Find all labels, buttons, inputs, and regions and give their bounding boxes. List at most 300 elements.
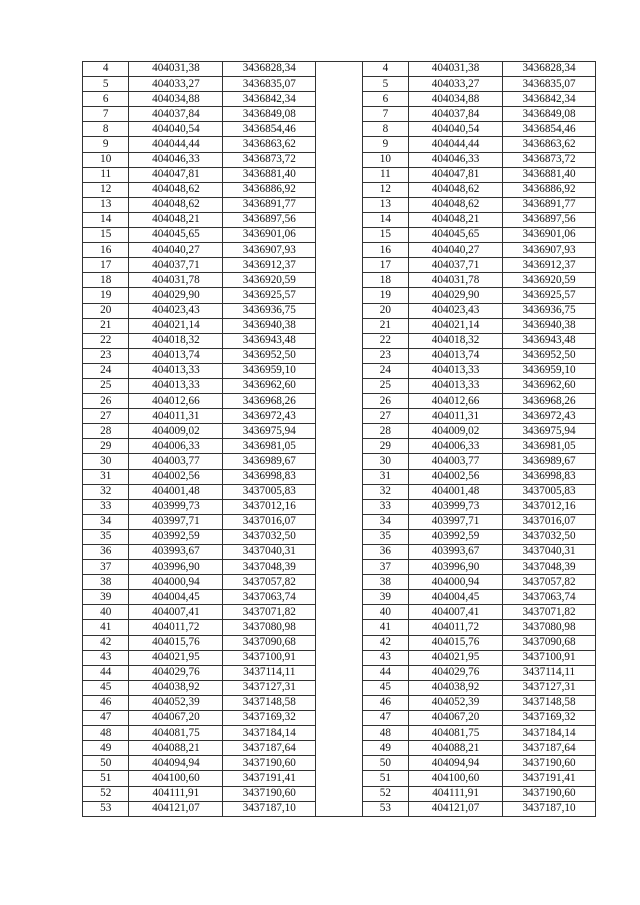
right-y-coordinate-cell: 3437148,58 bbox=[503, 695, 596, 710]
column-gap-cell bbox=[316, 499, 362, 514]
right-x-coordinate-cell: 403992,59 bbox=[409, 529, 503, 544]
right-x-coordinate-cell: 404003,77 bbox=[409, 454, 503, 469]
right-point-number-cell: 7 bbox=[362, 107, 408, 122]
table-row bbox=[83, 741, 596, 756]
right-y-coordinate-cell: 3437187,64 bbox=[503, 741, 596, 756]
left-x-coordinate-cell: 404015,76 bbox=[129, 635, 223, 650]
right-x-coordinate-cell: 404013,33 bbox=[409, 363, 503, 378]
left-x-coordinate-cell: 404011,72 bbox=[129, 620, 223, 635]
left-point-number-cell: 39 bbox=[83, 590, 129, 605]
right-x-coordinate-cell: 404038,92 bbox=[409, 680, 503, 695]
right-y-coordinate-cell: 3436863,62 bbox=[503, 137, 596, 152]
right-y-coordinate-cell: 3437071,82 bbox=[503, 605, 596, 620]
left-y-coordinate-cell: 3436912,37 bbox=[223, 258, 316, 273]
left-x-coordinate-cell: 404037,84 bbox=[129, 107, 223, 122]
column-gap-cell bbox=[316, 590, 362, 605]
right-y-coordinate-cell: 3436873,72 bbox=[503, 152, 596, 167]
left-y-coordinate-cell: 3437048,39 bbox=[223, 560, 316, 575]
left-point-number-cell: 51 bbox=[83, 771, 129, 786]
table-row bbox=[83, 318, 596, 333]
table-row bbox=[83, 424, 596, 439]
left-x-coordinate-cell: 404048,21 bbox=[129, 212, 223, 227]
table-row bbox=[83, 680, 596, 695]
right-x-coordinate-cell: 404013,74 bbox=[409, 348, 503, 363]
table-row bbox=[83, 469, 596, 484]
right-x-coordinate-cell: 404100,60 bbox=[409, 771, 503, 786]
table-row bbox=[83, 167, 596, 182]
right-x-coordinate-cell: 404011,72 bbox=[409, 620, 503, 635]
left-point-number-cell: 15 bbox=[83, 228, 129, 243]
left-point-number-cell: 49 bbox=[83, 741, 129, 756]
right-point-number-cell: 25 bbox=[362, 378, 408, 393]
right-x-coordinate-cell: 404029,90 bbox=[409, 288, 503, 303]
right-point-number-cell: 37 bbox=[362, 560, 408, 575]
left-y-coordinate-cell: 3436873,72 bbox=[223, 152, 316, 167]
right-point-number-cell: 52 bbox=[362, 786, 408, 801]
column-gap-cell bbox=[316, 469, 362, 484]
table-row bbox=[83, 801, 596, 816]
right-point-number-cell: 23 bbox=[362, 348, 408, 363]
right-y-coordinate-cell: 3436940,38 bbox=[503, 318, 596, 333]
table-row bbox=[83, 620, 596, 635]
left-y-coordinate-cell: 3437040,31 bbox=[223, 545, 316, 560]
left-y-coordinate-cell: 3436925,57 bbox=[223, 288, 316, 303]
right-point-number-cell: 21 bbox=[362, 318, 408, 333]
left-y-coordinate-cell: 3437080,98 bbox=[223, 620, 316, 635]
table-row bbox=[83, 182, 596, 197]
left-x-coordinate-cell: 403993,67 bbox=[129, 545, 223, 560]
table-row bbox=[83, 711, 596, 726]
right-y-coordinate-cell: 3437100,91 bbox=[503, 650, 596, 665]
table-row bbox=[83, 756, 596, 771]
right-x-coordinate-cell: 404006,33 bbox=[409, 439, 503, 454]
left-point-number-cell: 22 bbox=[83, 333, 129, 348]
left-x-coordinate-cell: 404045,65 bbox=[129, 228, 223, 243]
left-y-coordinate-cell: 3437057,82 bbox=[223, 575, 316, 590]
left-x-coordinate-cell: 404004,45 bbox=[129, 590, 223, 605]
column-gap-cell bbox=[316, 303, 362, 318]
column-gap-cell bbox=[316, 378, 362, 393]
left-point-number-cell: 36 bbox=[83, 545, 129, 560]
left-x-coordinate-cell: 404046,33 bbox=[129, 152, 223, 167]
left-x-coordinate-cell: 404011,31 bbox=[129, 409, 223, 424]
table-row bbox=[83, 786, 596, 801]
left-x-coordinate-cell: 404037,71 bbox=[129, 258, 223, 273]
left-point-number-cell: 53 bbox=[83, 801, 129, 816]
right-y-coordinate-cell: 3436835,07 bbox=[503, 77, 596, 92]
right-y-coordinate-cell: 3437048,39 bbox=[503, 560, 596, 575]
left-point-number-cell: 23 bbox=[83, 348, 129, 363]
right-point-number-cell: 34 bbox=[362, 514, 408, 529]
left-x-coordinate-cell: 403997,71 bbox=[129, 514, 223, 529]
right-point-number-cell: 46 bbox=[362, 695, 408, 710]
left-point-number-cell: 12 bbox=[83, 182, 129, 197]
left-y-coordinate-cell: 3436920,59 bbox=[223, 273, 316, 288]
right-point-number-cell: 6 bbox=[362, 92, 408, 107]
left-y-coordinate-cell: 3436952,50 bbox=[223, 348, 316, 363]
right-y-coordinate-cell: 3436897,56 bbox=[503, 212, 596, 227]
table-row bbox=[83, 243, 596, 258]
column-gap-cell bbox=[316, 243, 362, 258]
table-row bbox=[83, 348, 596, 363]
right-y-coordinate-cell: 3437080,98 bbox=[503, 620, 596, 635]
right-x-coordinate-cell: 404007,41 bbox=[409, 605, 503, 620]
left-y-coordinate-cell: 3436968,26 bbox=[223, 394, 316, 409]
right-x-coordinate-cell: 404047,81 bbox=[409, 167, 503, 182]
right-point-number-cell: 44 bbox=[362, 665, 408, 680]
right-x-coordinate-cell: 404031,38 bbox=[409, 62, 503, 77]
left-x-coordinate-cell: 404040,54 bbox=[129, 122, 223, 137]
left-x-coordinate-cell: 404000,94 bbox=[129, 575, 223, 590]
right-point-number-cell: 51 bbox=[362, 771, 408, 786]
column-gap-cell bbox=[316, 258, 362, 273]
table-row bbox=[83, 499, 596, 514]
column-gap-cell bbox=[316, 424, 362, 439]
left-point-number-cell: 21 bbox=[83, 318, 129, 333]
right-point-number-cell: 19 bbox=[362, 288, 408, 303]
left-x-coordinate-cell: 404003,77 bbox=[129, 454, 223, 469]
right-x-coordinate-cell: 404000,94 bbox=[409, 575, 503, 590]
left-x-coordinate-cell: 404001,48 bbox=[129, 484, 223, 499]
right-y-coordinate-cell: 3436842,34 bbox=[503, 92, 596, 107]
left-x-coordinate-cell: 404007,41 bbox=[129, 605, 223, 620]
right-x-coordinate-cell: 404021,14 bbox=[409, 318, 503, 333]
left-y-coordinate-cell: 3437187,64 bbox=[223, 741, 316, 756]
right-y-coordinate-cell: 3436989,67 bbox=[503, 454, 596, 469]
right-point-number-cell: 48 bbox=[362, 726, 408, 741]
left-y-coordinate-cell: 3436975,94 bbox=[223, 424, 316, 439]
column-gap-cell bbox=[316, 288, 362, 303]
left-y-coordinate-cell: 3437169,32 bbox=[223, 711, 316, 726]
left-y-coordinate-cell: 3436962,60 bbox=[223, 378, 316, 393]
right-point-number-cell: 28 bbox=[362, 424, 408, 439]
column-gap-cell bbox=[316, 409, 362, 424]
left-point-number-cell: 13 bbox=[83, 197, 129, 212]
right-x-coordinate-cell: 404040,27 bbox=[409, 243, 503, 258]
table-row bbox=[83, 62, 596, 77]
right-x-coordinate-cell: 404037,71 bbox=[409, 258, 503, 273]
table-row bbox=[83, 575, 596, 590]
left-point-number-cell: 24 bbox=[83, 363, 129, 378]
table-row bbox=[83, 439, 596, 454]
column-gap-cell bbox=[316, 514, 362, 529]
left-y-coordinate-cell: 3437184,14 bbox=[223, 726, 316, 741]
left-x-coordinate-cell: 404067,20 bbox=[129, 711, 223, 726]
left-y-coordinate-cell: 3437148,58 bbox=[223, 695, 316, 710]
right-y-coordinate-cell: 3436981,05 bbox=[503, 439, 596, 454]
column-gap-cell bbox=[316, 680, 362, 695]
right-x-coordinate-cell: 404048,62 bbox=[409, 182, 503, 197]
left-point-number-cell: 48 bbox=[83, 726, 129, 741]
right-point-number-cell: 49 bbox=[362, 741, 408, 756]
left-y-coordinate-cell: 3436959,10 bbox=[223, 363, 316, 378]
table-row bbox=[83, 152, 596, 167]
right-point-number-cell: 35 bbox=[362, 529, 408, 544]
right-x-coordinate-cell: 404015,76 bbox=[409, 635, 503, 650]
table-row bbox=[83, 197, 596, 212]
right-x-coordinate-cell: 404029,76 bbox=[409, 665, 503, 680]
right-y-coordinate-cell: 3437127,31 bbox=[503, 680, 596, 695]
right-x-coordinate-cell: 404034,88 bbox=[409, 92, 503, 107]
column-gap-cell bbox=[316, 771, 362, 786]
left-point-number-cell: 33 bbox=[83, 499, 129, 514]
right-x-coordinate-cell: 404121,07 bbox=[409, 801, 503, 816]
left-point-number-cell: 42 bbox=[83, 635, 129, 650]
left-x-coordinate-cell: 404088,21 bbox=[129, 741, 223, 756]
left-y-coordinate-cell: 3436835,07 bbox=[223, 77, 316, 92]
left-point-number-cell: 27 bbox=[83, 409, 129, 424]
left-point-number-cell: 52 bbox=[83, 786, 129, 801]
right-point-number-cell: 41 bbox=[362, 620, 408, 635]
right-y-coordinate-cell: 3436943,48 bbox=[503, 333, 596, 348]
left-x-coordinate-cell: 404121,07 bbox=[129, 801, 223, 816]
right-y-coordinate-cell: 3437040,31 bbox=[503, 545, 596, 560]
right-x-coordinate-cell: 404012,66 bbox=[409, 394, 503, 409]
column-gap-cell bbox=[316, 529, 362, 544]
left-y-coordinate-cell: 3436989,67 bbox=[223, 454, 316, 469]
left-y-coordinate-cell: 3436881,40 bbox=[223, 167, 316, 182]
right-y-coordinate-cell: 3437184,14 bbox=[503, 726, 596, 741]
left-point-number-cell: 6 bbox=[83, 92, 129, 107]
right-x-coordinate-cell: 404045,65 bbox=[409, 228, 503, 243]
column-gap-cell bbox=[316, 182, 362, 197]
table-row bbox=[83, 228, 596, 243]
right-x-coordinate-cell: 404031,78 bbox=[409, 273, 503, 288]
right-x-coordinate-cell: 404021,95 bbox=[409, 650, 503, 665]
left-x-coordinate-cell: 404031,78 bbox=[129, 273, 223, 288]
left-y-coordinate-cell: 3437016,07 bbox=[223, 514, 316, 529]
right-point-number-cell: 31 bbox=[362, 469, 408, 484]
table-row bbox=[83, 635, 596, 650]
table-row bbox=[83, 77, 596, 92]
left-point-number-cell: 10 bbox=[83, 152, 129, 167]
left-point-number-cell: 14 bbox=[83, 212, 129, 227]
left-y-coordinate-cell: 3437190,60 bbox=[223, 786, 316, 801]
right-point-number-cell: 18 bbox=[362, 273, 408, 288]
left-y-coordinate-cell: 3436897,56 bbox=[223, 212, 316, 227]
left-x-coordinate-cell: 404111,91 bbox=[129, 786, 223, 801]
column-gap-cell bbox=[316, 228, 362, 243]
left-point-number-cell: 50 bbox=[83, 756, 129, 771]
left-x-coordinate-cell: 404006,33 bbox=[129, 439, 223, 454]
table-row bbox=[83, 394, 596, 409]
left-point-number-cell: 5 bbox=[83, 77, 129, 92]
left-point-number-cell: 43 bbox=[83, 650, 129, 665]
right-x-coordinate-cell: 404018,32 bbox=[409, 333, 503, 348]
column-gap-cell bbox=[316, 62, 362, 77]
column-gap-cell bbox=[316, 545, 362, 560]
table-row bbox=[83, 137, 596, 152]
right-y-coordinate-cell: 3436998,83 bbox=[503, 469, 596, 484]
left-x-coordinate-cell: 403999,73 bbox=[129, 499, 223, 514]
right-y-coordinate-cell: 3437169,32 bbox=[503, 711, 596, 726]
right-point-number-cell: 30 bbox=[362, 454, 408, 469]
column-gap-cell bbox=[316, 212, 362, 227]
right-point-number-cell: 47 bbox=[362, 711, 408, 726]
right-point-number-cell: 43 bbox=[362, 650, 408, 665]
left-x-coordinate-cell: 404033,27 bbox=[129, 77, 223, 92]
right-y-coordinate-cell: 3436925,57 bbox=[503, 288, 596, 303]
left-point-number-cell: 19 bbox=[83, 288, 129, 303]
column-gap-cell bbox=[316, 726, 362, 741]
left-point-number-cell: 17 bbox=[83, 258, 129, 273]
right-x-coordinate-cell: 404040,54 bbox=[409, 122, 503, 137]
right-x-coordinate-cell: 404048,62 bbox=[409, 197, 503, 212]
column-gap-cell bbox=[316, 560, 362, 575]
left-point-number-cell: 31 bbox=[83, 469, 129, 484]
column-gap-cell bbox=[316, 786, 362, 801]
right-point-number-cell: 26 bbox=[362, 394, 408, 409]
left-x-coordinate-cell: 404023,43 bbox=[129, 303, 223, 318]
left-y-coordinate-cell: 3436943,48 bbox=[223, 333, 316, 348]
right-y-coordinate-cell: 3436849,08 bbox=[503, 107, 596, 122]
left-x-coordinate-cell: 404013,33 bbox=[129, 363, 223, 378]
left-y-coordinate-cell: 3436998,83 bbox=[223, 469, 316, 484]
right-y-coordinate-cell: 3437190,60 bbox=[503, 756, 596, 771]
right-point-number-cell: 45 bbox=[362, 680, 408, 695]
column-gap-cell bbox=[316, 741, 362, 756]
table-row bbox=[83, 529, 596, 544]
right-y-coordinate-cell: 3437191,41 bbox=[503, 771, 596, 786]
left-y-coordinate-cell: 3437090,68 bbox=[223, 635, 316, 650]
right-y-coordinate-cell: 3436975,94 bbox=[503, 424, 596, 439]
left-point-number-cell: 34 bbox=[83, 514, 129, 529]
column-gap-cell bbox=[316, 197, 362, 212]
right-x-coordinate-cell: 404009,02 bbox=[409, 424, 503, 439]
left-x-coordinate-cell: 404047,81 bbox=[129, 167, 223, 182]
left-y-coordinate-cell: 3436854,46 bbox=[223, 122, 316, 137]
right-y-coordinate-cell: 3436959,10 bbox=[503, 363, 596, 378]
right-point-number-cell: 10 bbox=[362, 152, 408, 167]
table-row bbox=[83, 454, 596, 469]
right-x-coordinate-cell: 403999,73 bbox=[409, 499, 503, 514]
right-point-number-cell: 36 bbox=[362, 545, 408, 560]
column-gap-cell bbox=[316, 695, 362, 710]
right-y-coordinate-cell: 3436972,43 bbox=[503, 409, 596, 424]
right-point-number-cell: 13 bbox=[362, 197, 408, 212]
left-y-coordinate-cell: 3436842,34 bbox=[223, 92, 316, 107]
left-x-coordinate-cell: 404009,02 bbox=[129, 424, 223, 439]
left-point-number-cell: 46 bbox=[83, 695, 129, 710]
right-x-coordinate-cell: 404046,33 bbox=[409, 152, 503, 167]
right-y-coordinate-cell: 3437016,07 bbox=[503, 514, 596, 529]
right-y-coordinate-cell: 3437005,83 bbox=[503, 484, 596, 499]
table-row bbox=[83, 695, 596, 710]
left-point-number-cell: 40 bbox=[83, 605, 129, 620]
column-gap-cell bbox=[316, 801, 362, 816]
right-x-coordinate-cell: 404037,84 bbox=[409, 107, 503, 122]
left-x-coordinate-cell: 404029,90 bbox=[129, 288, 223, 303]
right-x-coordinate-cell: 403993,67 bbox=[409, 545, 503, 560]
left-y-coordinate-cell: 3437063,74 bbox=[223, 590, 316, 605]
left-y-coordinate-cell: 3436849,08 bbox=[223, 107, 316, 122]
right-y-coordinate-cell: 3436901,06 bbox=[503, 228, 596, 243]
right-point-number-cell: 20 bbox=[362, 303, 408, 318]
column-gap-cell bbox=[316, 152, 362, 167]
left-point-number-cell: 8 bbox=[83, 122, 129, 137]
right-y-coordinate-cell: 3436952,50 bbox=[503, 348, 596, 363]
right-point-number-cell: 24 bbox=[362, 363, 408, 378]
right-point-number-cell: 15 bbox=[362, 228, 408, 243]
left-point-number-cell: 25 bbox=[83, 378, 129, 393]
right-x-coordinate-cell: 404048,21 bbox=[409, 212, 503, 227]
right-point-number-cell: 17 bbox=[362, 258, 408, 273]
left-x-coordinate-cell: 403996,90 bbox=[129, 560, 223, 575]
right-x-coordinate-cell: 404033,27 bbox=[409, 77, 503, 92]
right-x-coordinate-cell: 404011,31 bbox=[409, 409, 503, 424]
table-row bbox=[83, 560, 596, 575]
left-y-coordinate-cell: 3436863,62 bbox=[223, 137, 316, 152]
right-point-number-cell: 38 bbox=[362, 575, 408, 590]
right-point-number-cell: 42 bbox=[362, 635, 408, 650]
right-x-coordinate-cell: 404111,91 bbox=[409, 786, 503, 801]
left-point-number-cell: 9 bbox=[83, 137, 129, 152]
table-row bbox=[83, 258, 596, 273]
right-y-coordinate-cell: 3436936,75 bbox=[503, 303, 596, 318]
left-x-coordinate-cell: 404002,56 bbox=[129, 469, 223, 484]
right-point-number-cell: 5 bbox=[362, 77, 408, 92]
left-x-coordinate-cell: 404094,94 bbox=[129, 756, 223, 771]
left-x-coordinate-cell: 404038,92 bbox=[129, 680, 223, 695]
table-row bbox=[83, 107, 596, 122]
right-y-coordinate-cell: 3436968,26 bbox=[503, 394, 596, 409]
right-point-number-cell: 29 bbox=[362, 439, 408, 454]
left-x-coordinate-cell: 404031,38 bbox=[129, 62, 223, 77]
right-x-coordinate-cell: 404088,21 bbox=[409, 741, 503, 756]
table-row bbox=[83, 650, 596, 665]
table-row bbox=[83, 122, 596, 137]
left-x-coordinate-cell: 404012,66 bbox=[129, 394, 223, 409]
right-y-coordinate-cell: 3436912,37 bbox=[503, 258, 596, 273]
right-point-number-cell: 22 bbox=[362, 333, 408, 348]
table-row bbox=[83, 273, 596, 288]
right-point-number-cell: 11 bbox=[362, 167, 408, 182]
right-x-coordinate-cell: 404002,56 bbox=[409, 469, 503, 484]
left-y-coordinate-cell: 3436907,93 bbox=[223, 243, 316, 258]
column-gap-cell bbox=[316, 394, 362, 409]
column-gap-cell bbox=[316, 665, 362, 680]
column-gap-cell bbox=[316, 348, 362, 363]
right-point-number-cell: 40 bbox=[362, 605, 408, 620]
right-x-coordinate-cell: 404013,33 bbox=[409, 378, 503, 393]
right-point-number-cell: 27 bbox=[362, 409, 408, 424]
coordinates-table-body bbox=[83, 62, 596, 817]
right-y-coordinate-cell: 3436962,60 bbox=[503, 378, 596, 393]
left-y-coordinate-cell: 3436886,92 bbox=[223, 182, 316, 197]
table-row bbox=[83, 378, 596, 393]
right-x-coordinate-cell: 404001,48 bbox=[409, 484, 503, 499]
right-x-coordinate-cell: 404052,39 bbox=[409, 695, 503, 710]
right-y-coordinate-cell: 3436920,59 bbox=[503, 273, 596, 288]
table-row bbox=[83, 726, 596, 741]
right-y-coordinate-cell: 3437090,68 bbox=[503, 635, 596, 650]
column-gap-cell bbox=[316, 635, 362, 650]
left-point-number-cell: 32 bbox=[83, 484, 129, 499]
column-gap-cell bbox=[316, 575, 362, 590]
left-y-coordinate-cell: 3436981,05 bbox=[223, 439, 316, 454]
left-x-coordinate-cell: 404018,32 bbox=[129, 333, 223, 348]
column-gap-cell bbox=[316, 167, 362, 182]
left-y-coordinate-cell: 3437012,16 bbox=[223, 499, 316, 514]
left-x-coordinate-cell: 404048,62 bbox=[129, 197, 223, 212]
left-x-coordinate-cell: 404048,62 bbox=[129, 182, 223, 197]
table-row bbox=[83, 605, 596, 620]
left-x-coordinate-cell: 404040,27 bbox=[129, 243, 223, 258]
column-gap-cell bbox=[316, 92, 362, 107]
left-point-number-cell: 20 bbox=[83, 303, 129, 318]
left-x-coordinate-cell: 404052,39 bbox=[129, 695, 223, 710]
left-x-coordinate-cell: 403992,59 bbox=[129, 529, 223, 544]
